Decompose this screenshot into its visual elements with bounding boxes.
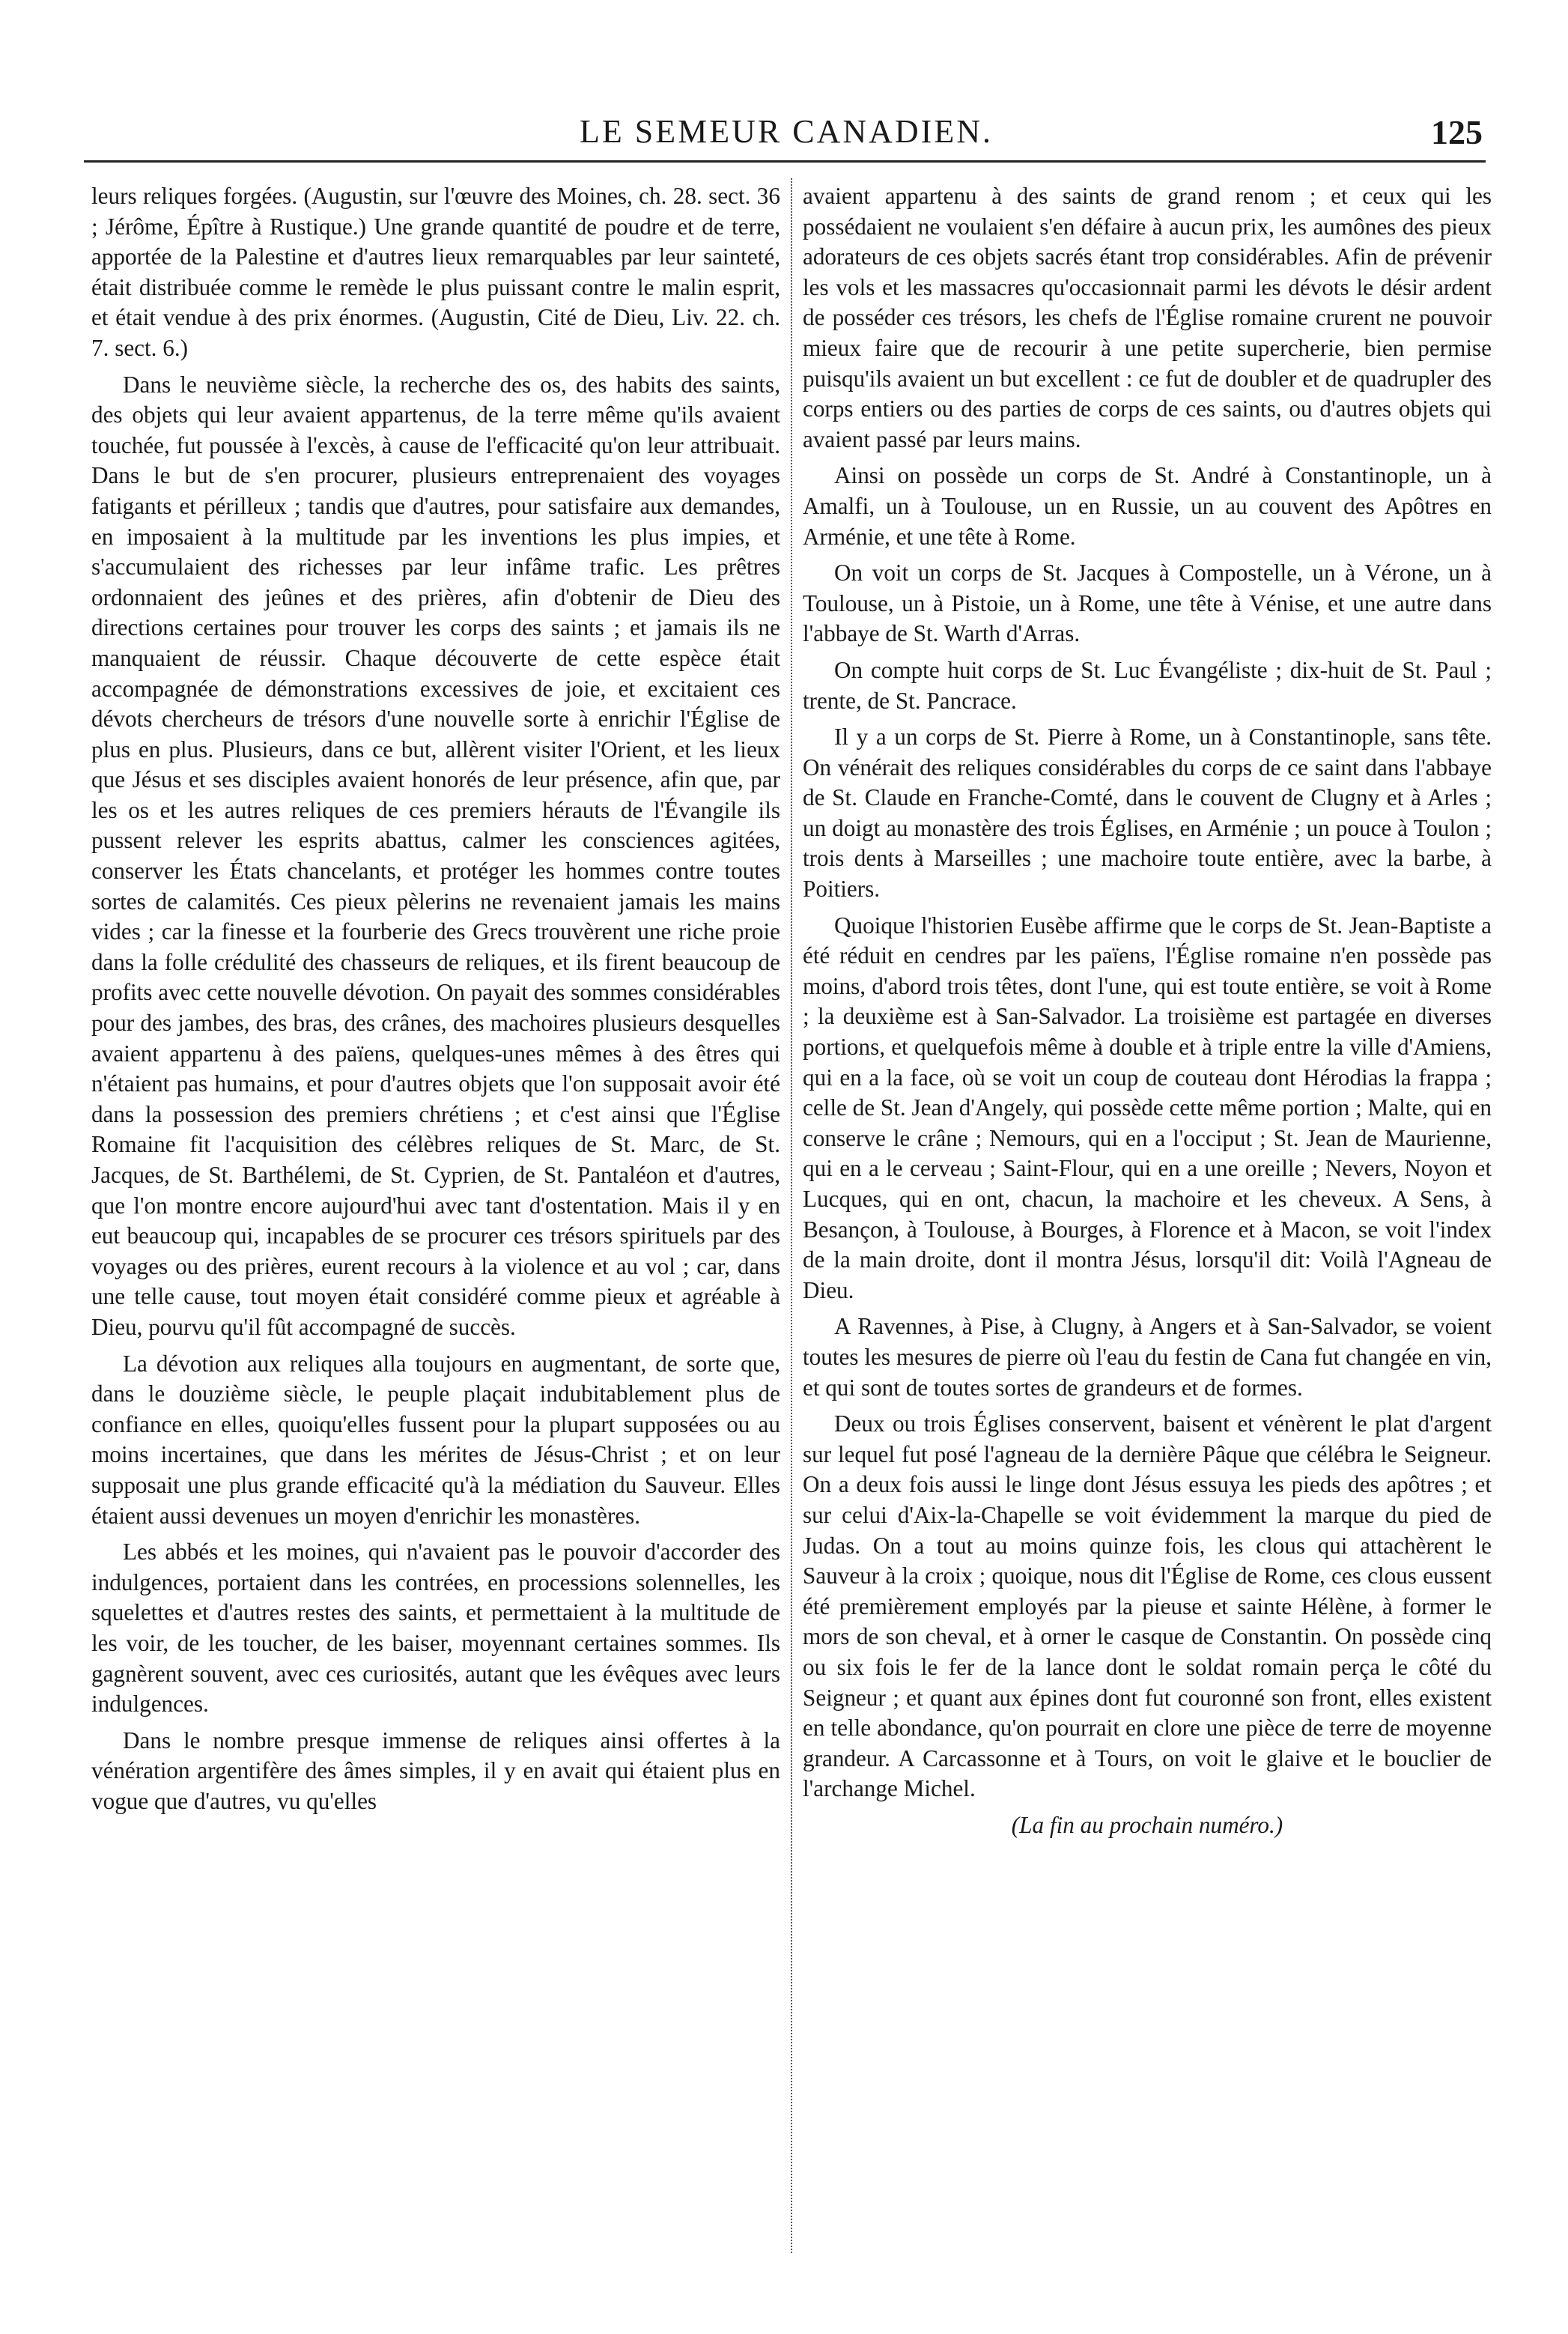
paragraph: Quoique l'historien Eusèbe affirme que le corps de St. Jean-Baptiste a été réduit en cendres par les païens, l'Église romaine n'en possède pas moins, d'abord trois têtes, dont l'une, qui est toute entière, se voit à Rome ; la deuxième est à San-Salvador. La troisième est partagée en diverses portions, et quelquefois même à double et à triple entre la ville d'Amiens, qui en a la face, où se voit un coup de couteau dont Hérodias la frappa ; celle de St. Jean d'Angely, qui possède cette même portion ; Malte, qui en conserve le crâne ; Nemours, qui en a l'occiput ; St. Jean de Maurienne, qui en a le cerveau ; Saint-Flour, qui en a une oreille ; Nevers, Noyon et Lucques, qui en ont, chacun, la machoire et les cheveux. A Sens, à Besançon, à Toulouse, à Bourges, à Florence et à Macon, se voit l'index de la main droite, dont il montra Jésus, lorsqu'il dit: Voilà l'Agneau de Dieu. — [803, 912, 1492, 1303]
right-column — [803, 181, 1492, 2249]
paragraph: Il y a un corps de St. Pierre à Rome, un à Constantinople, sans tête. On vénérait des reliques considérables du corps de ce saint dans l'abbaye de St. Claude en Franche-Comté, dans le couvent de Clugny et à Arles ; un doigt au monastère des trois Églises, en Arménie ; un pouce à Toulon ; trois dents à Marseilles ; une machoire toute entière, avec la barbe, à Poitiers. — [803, 724, 1492, 903]
paragraph: Dans le neuvième siècle, la recherche des os, des habits des saints, des objets qui leur avaient appartenus, de la terre même qu'ils avaient touchée, fut poussée à l'excès, à cause de l'efficacité qu'on leur attribuait. Dans le but de s'en procurer, plusieurs entreprenaient des voyages fatigants et périlleux ; tandis que d'autres, pour satisfaire aux demandes, en imposaient à la multitude par les inventions les plus impies, et s'accumulaient des richesses par leur infâme trafic. Les prêtres ordonnaient des jeûnes et des prières, afin d'obtenir de Dieu des directions certaines pour trouver les corps des saints ; et jamais ils ne manquaient de réussir. Chaque découverte de cette espèce était accompagnée de démonstrations excessives de joie, et excitaient ces dévots chercheurs de trésors d'une nouvelle sorte à enrichir l'Église de plus en plus. Plusieurs, dans ce but, allèrent visiter l'Orient, et les lieux que Jésus et ses disciples avaient honorés de leur présence, afin que, par les os et les autres reliques de ces premiers hérauts de l'Évangile ils pussent relever les esprits abattus, calmer les consciences agitées, conserver les États chancelants, et protéger les hommes contre toutes sortes de calamités. Ces pieux pèlerins ne revenaient jamais les mains vides ; car la finesse et la fourberie des Grecs trouvèrent une riche proie dans la folle crédulité des chasseurs de reliques, et ils firent beaucoup de profits avec cette nouvelle dévotion. On payait des sommes considérables pour des jambes, des bras, des crânes, des machoires plusieurs desquelles avaient appartenu à des païens, quelques-unes mêmes à des êtres qui n'étaient pas humains, et pour d'autres objets que l'on supposait avoir été dans la possession des premiers chrétiens ; et c'est ainsi que l'Église Romaine fit l'acquisition des célèbres reliques de St. Marc, de St. Jacques, de St. Barthélemi, de St. Cyprien, de St. Pantaléon et d'autres, que l'on montre encore aujourd'hui avec tant d'ostentation. Mais il y en eut beaucoup qui, incapables de se procurer ces trésors spirituels par des voyages ou des prières, eurent recours à la violence et au vol ; car, dans une telle cause, tout moyen était considéré comme pieux et agréable à Dieu, pourvu qu'il fût accompagné de succès. — [91, 371, 780, 1340]
page-number: 125 — [1431, 113, 1483, 151]
paragraph: A Ravennes, à Pise, à Clugny, à Angers et à San-Salvador, se voient toutes les mesures de pierre où l'eau du festin de Cana fut changée en vin, et qui sont de toutes sortes de grandeurs et de formes. — [803, 1313, 1492, 1401]
continuation-note: (La fin au prochain numéro.) — [1011, 1811, 1283, 1838]
paragraph: Deux ou trois Églises conservent, baisent et vénèrent le plat d'argent sur lequel fut posé l'agneau de la dernière Pâque que célébra le Seigneur. On a deux fois aussi le linge dont Jésus essuya les pieds des apôtres ; et sur celui d'Aix-la-Chapelle se voit évidemment la marque du pied de Judas. On a tout au moins quinze fois, les clous qui attachèrent le Sauveur à la croix ; quoique, nous dit l'Église de Rome, ces clous eussent été premièrement employés par la pieuse et sainte Hélène, à former le mors de son cheval, et à orner le casque de Constantin. On possède cinq ou six fois le fer de la lance dont le soldat romain perça le côté du Seigneur ; et quant aux épines dont fut couronné son front, elles existent en telle abondance, qu'on pourrait en clore une pièce de terre de moyenne grandeur. A Carcassonne et à Tours, on voit le glaive et le bouclier de l'archange Michel. — [803, 1410, 1492, 1802]
paragraph: Les abbés et les moines, qui n'avaient pas le pouvoir d'accorder des indulgences, portaient dans les contrées, en processions solennelles, les squelettes et d'autres restes des saints, et permettaient à la multitude de les voir, de les toucher, de les baiser, moyennant certaines sommes. Ils gagnèrent souvent, avec ces curiosités, autant que les évêques avec leurs indulgences. — [91, 1539, 780, 1718]
paragraph: La dévotion aux reliques alla toujours en augmentant, de sorte que, dans le douzième siècle, le peuple plaçait indubitablement plus de confiance en elles, quoiqu'elles fussent pour la plupart supposées ou au moins incertaines, que dans les mérites de Jésus-Christ ; et on leur supposait une plus grande efficacité qu'à la médiation du Sauveur. Elles étaient aussi devenues un moyen d'enrichir les monastères. — [91, 1350, 780, 1529]
publication-title: LE SEMEUR CANADIEN. — [580, 113, 993, 150]
header-rule — [84, 160, 1486, 163]
paragraph: avaient appartenu à des saints de grand renom ; et ceux qui les possédaient ne voulaient s'en défaire à aucun prix, les aumônes des pieux adorateurs de ces objets sacrés étant trop considérables. Afin de prévenir les vols et les massacres qu'occasionnait parmi les dévots le désir ardent de posséder ces trésors, les chefs de l'Église romaine crurent ne pouvoir mieux faire que de recourir à une petite supercherie, bien permise puisqu'ils avaient un but excellent : ce fut de doubler et de quadrupler des corps entiers ou des parties de corps de ces saints, ou d'autres objets qui avaient passé par leurs mains. — [803, 183, 1492, 452]
paragraph: On compte huit corps de St. Luc Évangéliste ; dix-huit de St. Paul ; trente, de St. Pancrace. — [803, 656, 1492, 714]
column-divider — [791, 178, 792, 2253]
running-head — [90, 112, 1483, 157]
paragraph: leurs reliques forgées. (Augustin, sur l'œuvre des Moines, ch. 28. sect. 36 ; Jérôme, Épître à Rustique.) Une grande quantité de poudre et de terre, apportée de la Palestine et d'autres lieux remarquables par leur sainteté, était distribuée comme le remède le plus puissant contre le malin esprit, et était vendue à des prix énormes. (Augustin, Cité de Dieu, Liv. 22. ch. 7. sect. 6.) — [91, 183, 780, 361]
paragraph: Dans le nombre presque immense de reliques ainsi offertes à la vénération argentifère des âmes simples, il y en avait qui étaient plus en vogue que d'autres, vu qu'elles — [91, 1727, 780, 1814]
paragraph: On voit un corps de St. Jacques à Compostelle, un à Vérone, un à Toulouse, un à Pistoie, un à Rome, une tête à Vénise, et une autre dans l'abbaye de St. Warth d'Arras. — [803, 560, 1492, 647]
left-column — [91, 181, 780, 2249]
paragraph: Ainsi on possède un corps de St. André à Constantinople, un à Amalfi, un à Toulouse, un en Russie, un au couvent des Apôtres en Arménie, et une tête à Rome. — [803, 462, 1492, 550]
